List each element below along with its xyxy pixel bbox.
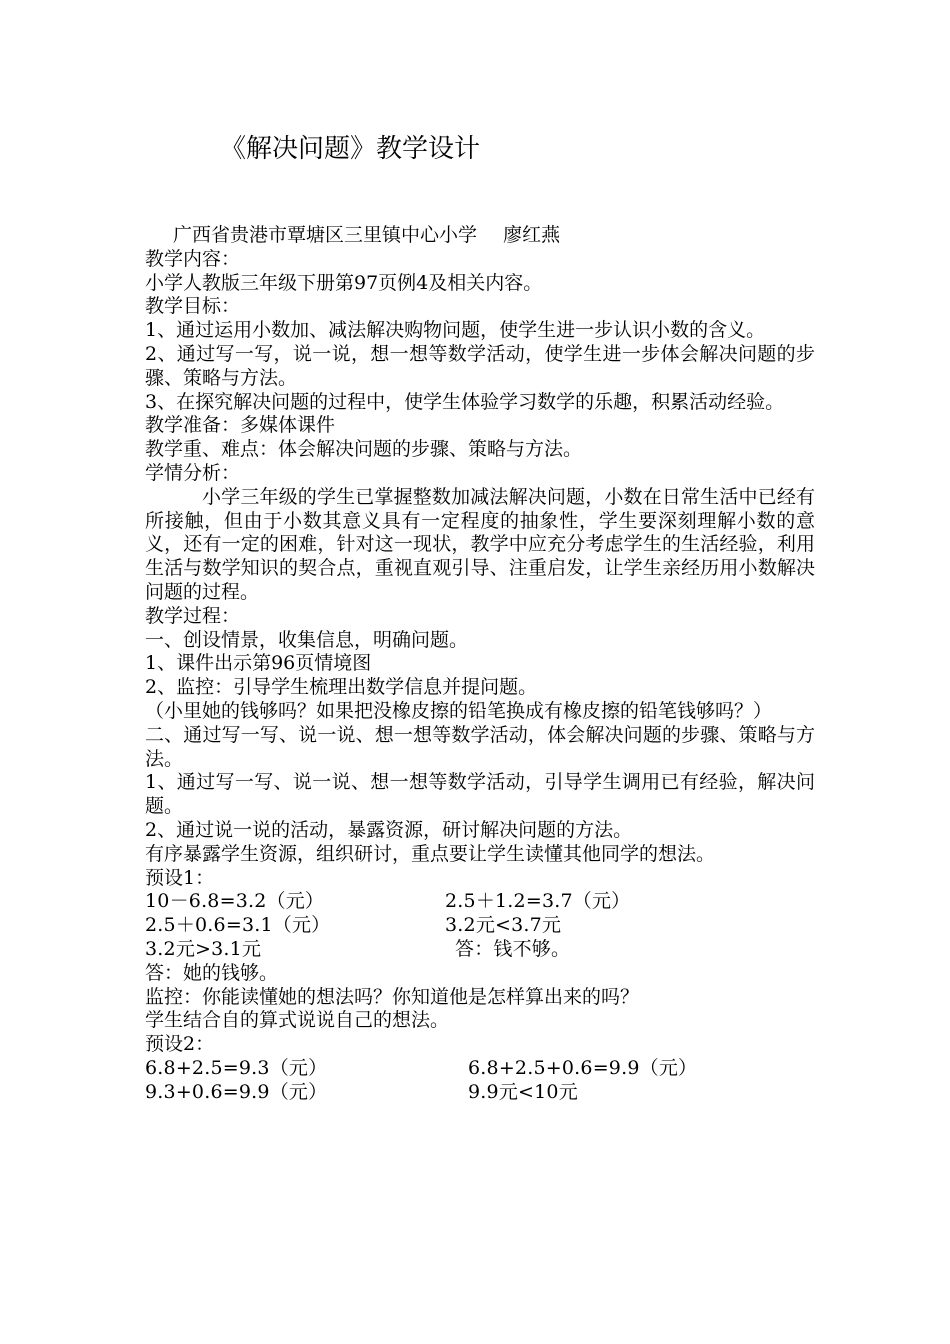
- student-explain: 学生结合自的算式说说自己的想法。: [145, 1009, 450, 1032]
- step-2-2: 2、通过说一说的活动，暴露资源，研讨解决问题的方法。: [145, 818, 633, 841]
- process-heading: 教学过程：: [145, 604, 241, 627]
- step-1: 一、创设情景，收集信息，明确问题。: [145, 628, 469, 651]
- preset-2-heading: 预设2：: [145, 1033, 215, 1056]
- preset-2-right: 6.8+2.5+0.6=9.9（元）: [468, 1056, 698, 1079]
- document-body: [145, 224, 815, 1104]
- preset-1-row: [145, 890, 815, 914]
- step-1-1: 1、课件出示第96页情境图: [145, 652, 372, 675]
- preset-1-right: 答：钱不够。: [455, 937, 571, 960]
- step-1-2: 2、监控：引导学生梳理出数学信息并提问题。: [145, 676, 538, 699]
- preset-1-left: 2.5＋0.6=3.1（元）: [145, 914, 331, 937]
- preset-2-left: 6.8+2.5=9.3（元）: [145, 1056, 328, 1079]
- analysis-text: 小学三年级的学生已掌握整数加减法解决问题，小数在日常生活中已经有所接触，但由于小数其意义具有一定程度的抽象性，学生要深刻理解小数的意义，还有一定的困难，针对这一现状，教学中应充分考虑学生的生活经验，利用生活与数学知识的契合点，重视直观引导、注重启发，让学生亲经历用小数解决问题的过程。: [145, 485, 815, 603]
- document-title: 《解决问题》教学设计: [220, 134, 481, 164]
- monitor-question: 监控：你能读懂她的想法吗？你知道他是怎样算出来的吗？: [145, 985, 640, 1008]
- preset-2-left: 9.3+0.6=9.9（元）: [145, 1080, 328, 1103]
- preset-1-left: 3.2元>3.1元: [145, 937, 262, 960]
- key-points: 教学重、难点：体会解决问题的步骤、策略与方法。: [145, 438, 583, 461]
- goal-2: 2、通过写一写，说一说，想一想等数学活动，使学生进一步体会解决问题的步骤、策略与方法。: [145, 342, 815, 389]
- step-2-1: 1、通过写一写、说一说、想一想等数学活动，引导学生调用已有经验，解决问题。: [145, 771, 815, 818]
- step-2-note: 有序暴露学生资源，组织研讨，重点要让学生读懂其他同学的想法。: [145, 842, 716, 865]
- teaching-prep: 教学准备：多媒体课件: [145, 414, 336, 437]
- preset-2-right: 9.9元<10元: [468, 1080, 578, 1103]
- content-heading: 教学内容：: [145, 247, 241, 270]
- goals-heading: 教学目标：: [145, 295, 241, 318]
- author-name: 廖红燕: [503, 224, 561, 246]
- step-1-question: （小里她的钱够吗？如果把没橡皮擦的铅笔换成有橡皮擦的铅笔钱够吗？）: [145, 699, 773, 722]
- preset-1-answer: 答：她的钱够。: [145, 961, 279, 984]
- goal-3: 3、在探究解决问题的过程中，使学生体验学习数学的乐趣，积累活动经验。: [145, 390, 785, 413]
- step-2: 二、通过写一写、说一说、想一想等数学活动，体会解决问题的步骤、策略与方法。: [145, 723, 815, 770]
- content-text: 小学人教版三年级下册第97页例4及相关内容。: [145, 271, 543, 294]
- preset-1-right: 3.2元<3.7元: [445, 914, 562, 937]
- goal-1: 1、通过运用小数加、减法解决购物问题，使学生进一步认识小数的含义。: [145, 319, 766, 342]
- author-school: 广西省贵港市覃塘区三里镇中心小学: [173, 224, 478, 246]
- author-line: [145, 224, 815, 248]
- preset-1-left: 10－6.8=3.2（元）: [145, 890, 325, 913]
- preset-2-row: [145, 1057, 815, 1081]
- preset-2-row: [145, 1081, 815, 1105]
- preset-1-row: [145, 938, 815, 962]
- preset-1-heading: 预设1：: [145, 866, 215, 889]
- preset-1-row: [145, 914, 815, 938]
- preset-1-right: 2.5＋1.2=3.7（元）: [445, 890, 631, 913]
- analysis-heading: 学情分析：: [145, 461, 241, 484]
